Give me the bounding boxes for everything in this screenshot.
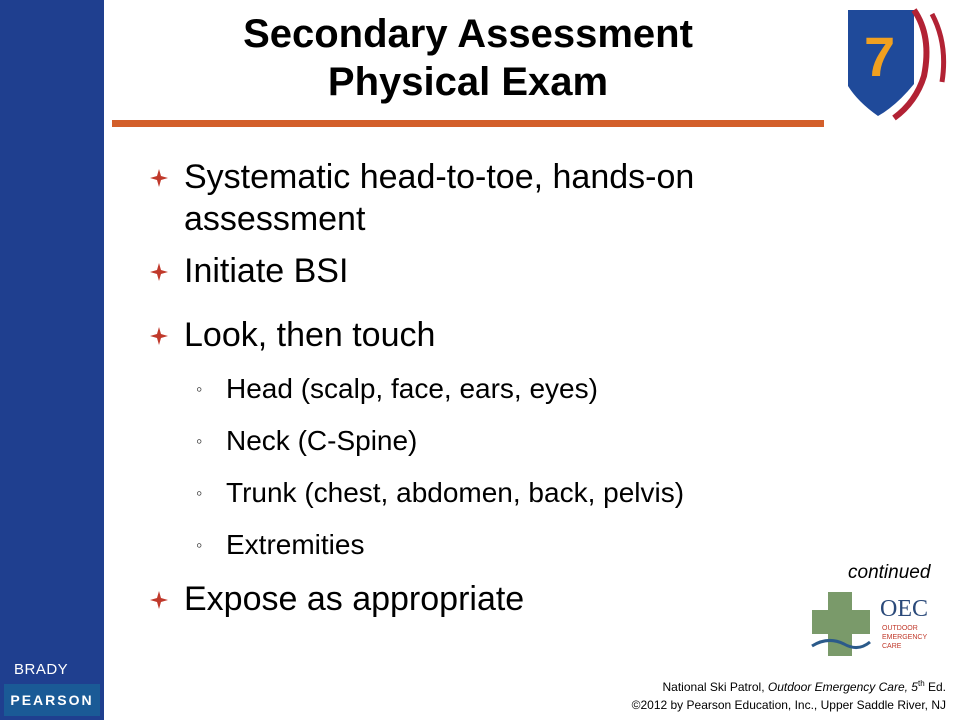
chapter-number: 7 (864, 25, 896, 88)
oec-text: OEC (880, 596, 928, 622)
sub-bullet-item (150, 476, 850, 510)
title-line-1: Secondary Assessment (243, 12, 693, 56)
ring-bullet-icon: ◦ (196, 431, 203, 451)
oec-subtitle-1: OUTDOOR (882, 625, 918, 632)
oec-logo (808, 586, 950, 664)
sub-bullet-text: Extremities (226, 529, 365, 560)
footer-prefix: National Ski Patrol, (662, 680, 768, 694)
title-underline (112, 120, 824, 127)
sub-bullet-text: Head (scalp, face, ears, eyes) (226, 373, 598, 404)
bullet-text: Look, then touch (184, 316, 436, 354)
bullet-text: Systematic head-to-toe, hands-on assessment (184, 158, 695, 238)
title-line-2: Physical Exam (327, 60, 609, 104)
footer-line-2: ©2012 by Pearson Education, Inc., Upper Saddle River, NJ (631, 698, 946, 712)
continued-label: continued (848, 562, 931, 583)
left-sidebar (0, 0, 104, 720)
bullet-text: Initiate BSI (184, 252, 349, 290)
star-bullet-icon (150, 169, 168, 187)
star-bullet-icon (150, 327, 168, 345)
sub-bullet-item (150, 372, 850, 406)
bullet-list (150, 156, 850, 620)
bullet-item (150, 578, 850, 620)
oec-subtitle-2: EMERGENCY (882, 634, 928, 641)
star-bullet-icon (150, 263, 168, 281)
copyright-footer (632, 675, 946, 714)
bullet-item (150, 156, 850, 240)
footer-book-title: Outdoor Emergency Care, 5 (767, 680, 918, 694)
sub-bullet-item (150, 424, 850, 458)
bullet-text: Expose as appropriate (184, 580, 525, 618)
ring-bullet-icon: ◦ (196, 483, 203, 503)
bullet-item (150, 314, 850, 356)
brady-label: BRADY (14, 661, 69, 678)
star-bullet-icon (150, 591, 168, 609)
pearson-logo: PEARSON (4, 684, 100, 716)
footer-suffix: Ed. (924, 680, 946, 694)
slide-title (112, 10, 824, 106)
footer-line-1 (632, 675, 946, 696)
sub-bullet-item (150, 528, 850, 562)
footer-sup: th (917, 679, 925, 688)
sub-bullet-text: Neck (C-Spine) (226, 425, 418, 456)
sub-bullet-text: Trunk (chest, abdomen, back, pelvis) (226, 477, 685, 508)
ring-bullet-icon: ◦ (196, 379, 203, 399)
oec-subtitle-3: CARE (882, 643, 902, 650)
bullet-item (150, 250, 850, 292)
ring-bullet-icon: ◦ (196, 535, 203, 555)
chapter-badge-icon (844, 6, 950, 122)
